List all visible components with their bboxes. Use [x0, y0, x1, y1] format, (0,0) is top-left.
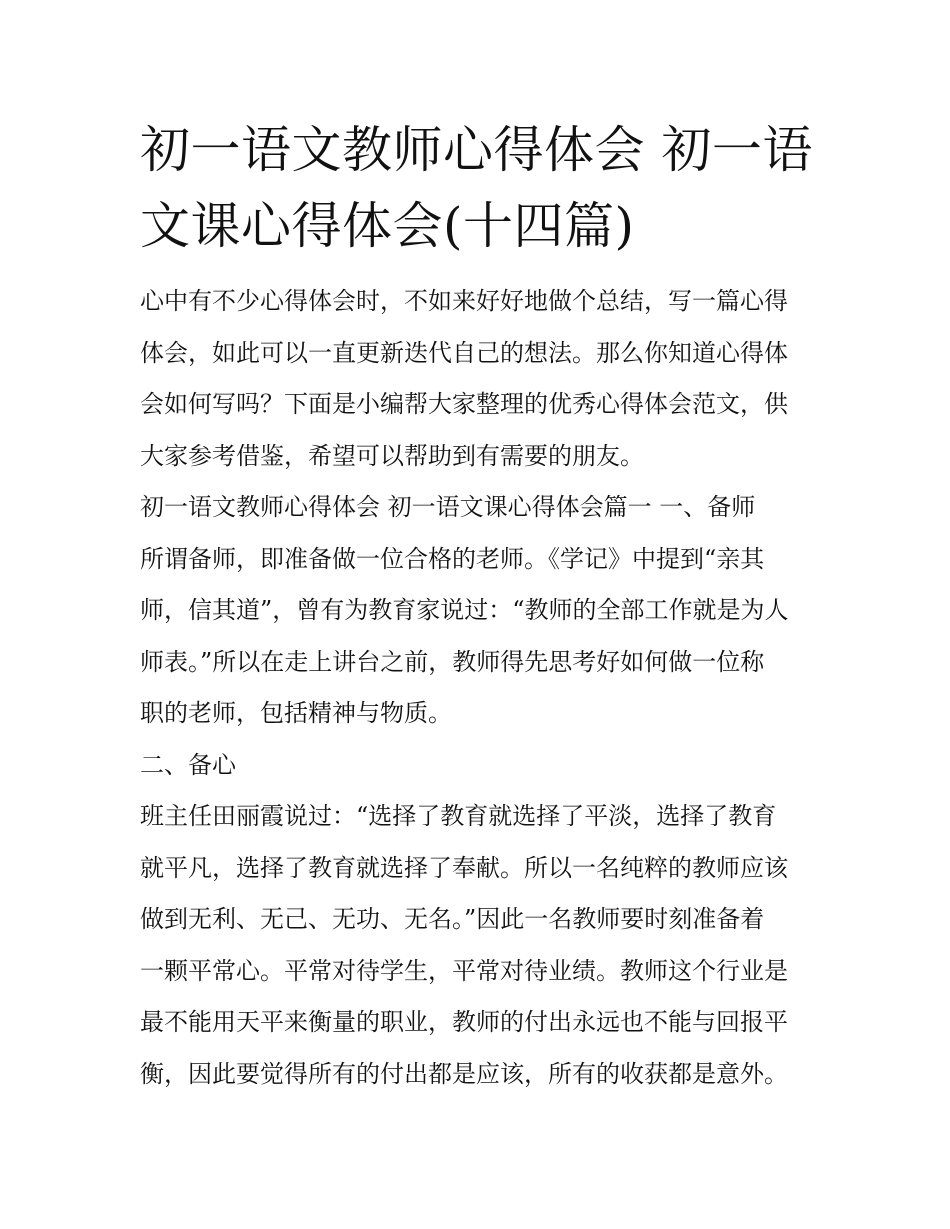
text-line: 二、备心	[140, 750, 236, 779]
text-line: 衡，因此要觉得所有的付出都是应该，所有的收获都是意外。	[140, 1059, 788, 1088]
text-line: 心中有不少心得体会时，不如来好好地做个总结，写一篇心得	[140, 287, 788, 315]
text-line: 最不能用天平来衡量的职业，教师的付出永远也不能与回报平	[140, 1008, 788, 1036]
document-body	[140, 276, 812, 1100]
text-line: 所谓备师，即准备做一位合格的老师。《学记》中提到“亲其	[140, 544, 765, 573]
section-heading-paragraph	[140, 482, 812, 534]
text-line: 会如何写吗？下面是小编帮大家整理的优秀心得体会范文，供	[140, 390, 788, 418]
title-line: 初一语文教师心得体会 初一语	[140, 121, 813, 179]
text-line: 就平凡，选择了教育就选择了奉献。所以一名纯粹的教师应该	[140, 853, 788, 882]
document-title	[140, 112, 812, 264]
text-line: 师，信其道”，曾有为教育家说过：“教师的全部工作就是为人	[140, 596, 789, 624]
text-line: 师表。”所以在走上讲台之前，教师得先思考好如何做一位称	[140, 647, 765, 676]
title-line: 文课心得体会(十四篇)	[140, 197, 635, 255]
body-paragraph	[140, 791, 812, 1100]
text-line: 初一语文教师心得体会 初一语文课心得体会篇一 一、备师	[140, 493, 756, 521]
text-line: 体会，如此可以一直更新迭代自己的想法。那么你知道心得体	[140, 338, 788, 367]
text-line: 大家参考借鉴，希望可以帮助到有需要的朋友。	[140, 441, 644, 470]
section-heading-paragraph	[140, 740, 812, 792]
text-line: 做到无利、无己、无功、无名。”因此一名教师要时刻准备着	[140, 905, 765, 933]
text-line: 一颗平常心。平常对待学生，平常对待业绩。教师这个行业是	[140, 956, 788, 985]
text-line: 职的老师，包括精神与物质。	[140, 699, 452, 727]
text-line: 班主任田丽霞说过：“选择了教育就选择了平淡，选择了教育	[140, 802, 777, 830]
intro-paragraph	[140, 276, 812, 482]
body-paragraph	[140, 534, 812, 740]
